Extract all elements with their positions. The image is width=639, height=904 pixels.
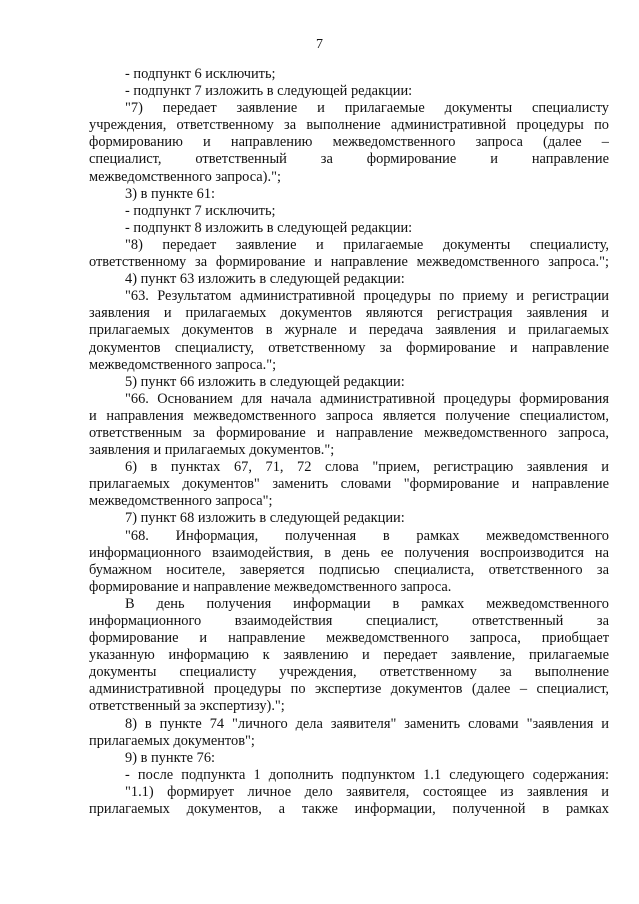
text-line: формированию и направлению межведомственного запроса (далее – xyxy=(89,134,609,151)
text-line: прилагаемых документов" заменить словами "формирование и направление xyxy=(89,476,609,493)
text-line: 3) в пункте 61: xyxy=(125,185,216,202)
text-line: межведомственного запроса."; xyxy=(89,356,277,373)
text-line: ответственный за экспертизу)."; xyxy=(89,698,285,715)
text-line: "1.1) формирует личное дело заявителя, состоящее из заявления и xyxy=(125,783,609,800)
text-line: "68. Информация, полученная в рамках межведомственного xyxy=(125,527,609,544)
text-line: 4) пункт 63 изложить в следующей редакции: xyxy=(125,271,405,288)
text-line: прилагаемых документов, а также информации, полученной в рамках xyxy=(89,801,609,818)
text-line: 6) в пунктах 67, 71, 72 слова "прием, регистрацию заявления и xyxy=(125,459,609,476)
text-line: заявления и прилагаемых документов являются регистрация заявления и xyxy=(89,305,609,322)
text-line: В день получения информации в рамках межведомственного xyxy=(125,595,609,612)
text-line: 8) в пункте 74 "личного дела заявителя" заменить словами "заявления и xyxy=(125,715,609,732)
text-line: - подпункт 7 изложить в следующей редакции: xyxy=(125,83,413,100)
text-line: "8) передает заявление и прилагаемые документы специалисту, xyxy=(125,236,609,253)
text-line: - после подпункта 1 дополнить подпунктом 1.1 следующего содержания: xyxy=(125,766,609,783)
text-line: документы специалисту учреждения, ответственному за выполнение xyxy=(89,664,609,681)
text-line: "63. Результатом административной процедуры по приему и регистрации xyxy=(125,288,609,305)
text-line: формирование и направление межведомственного запроса. xyxy=(89,578,452,595)
text-line: - подпункт 7 исключить; xyxy=(125,202,276,219)
text-line: информационного взаимодействия, в день ее получения воспроизводится на xyxy=(89,544,609,561)
text-line: межведомственного запроса"; xyxy=(89,493,273,510)
text-line: административной процедуры по экспертизе документов (далее – специалист, xyxy=(89,681,609,698)
text-line: ответственным за формирование и направление межведомственного запроса, xyxy=(89,424,609,441)
text-line: учреждения, ответственному за выполнение административной процедуры по xyxy=(89,117,609,134)
text-line: специалист, ответственный за формирование и направление xyxy=(89,151,609,168)
text-line: информационного взаимодействия специалист, ответственный за xyxy=(89,613,609,629)
text-line: "66. Основанием для начала административной процедуры формирования xyxy=(125,390,609,407)
text-line: ответственному за формирование и направление межведомственного запроса."; xyxy=(89,254,609,271)
text-line: формирование и направление межведомственного запроса, приобщает xyxy=(89,630,609,647)
text-line: 7) пункт 68 изложить в следующей редакции: xyxy=(125,510,405,527)
text-line: - подпункт 6 исключить; xyxy=(125,66,276,82)
text-line: бумажном носителе, заверяется подписью специалиста, ответственного за xyxy=(89,561,609,578)
text-line: и направления межведомственного запроса является получение специалистом, xyxy=(89,407,609,424)
text-line: прилагаемых документов в журнале и передача заявления и прилагаемых xyxy=(89,322,609,339)
text-line: документов специалисту, ответственному за формирование и направление xyxy=(89,339,609,356)
text-line: 5) пункт 66 изложить в следующей редакции: xyxy=(125,373,405,390)
text-line: прилагаемых документов"; xyxy=(89,732,255,749)
text-line: "7) передает заявление и прилагаемые документы специалисту xyxy=(125,100,609,117)
page-number: 7 xyxy=(316,37,323,52)
text-line: 9) в пункте 76: xyxy=(125,749,216,766)
document-body xyxy=(89,66,609,818)
text-line: - подпункт 8 изложить в следующей редакции: xyxy=(125,219,413,236)
text-line: указанную информацию к заявлению и передает заявление, прилагаемые xyxy=(89,647,609,664)
text-line: заявления и прилагаемых документов."; xyxy=(89,442,335,459)
text-line: межведомственного запроса)."; xyxy=(89,168,281,185)
